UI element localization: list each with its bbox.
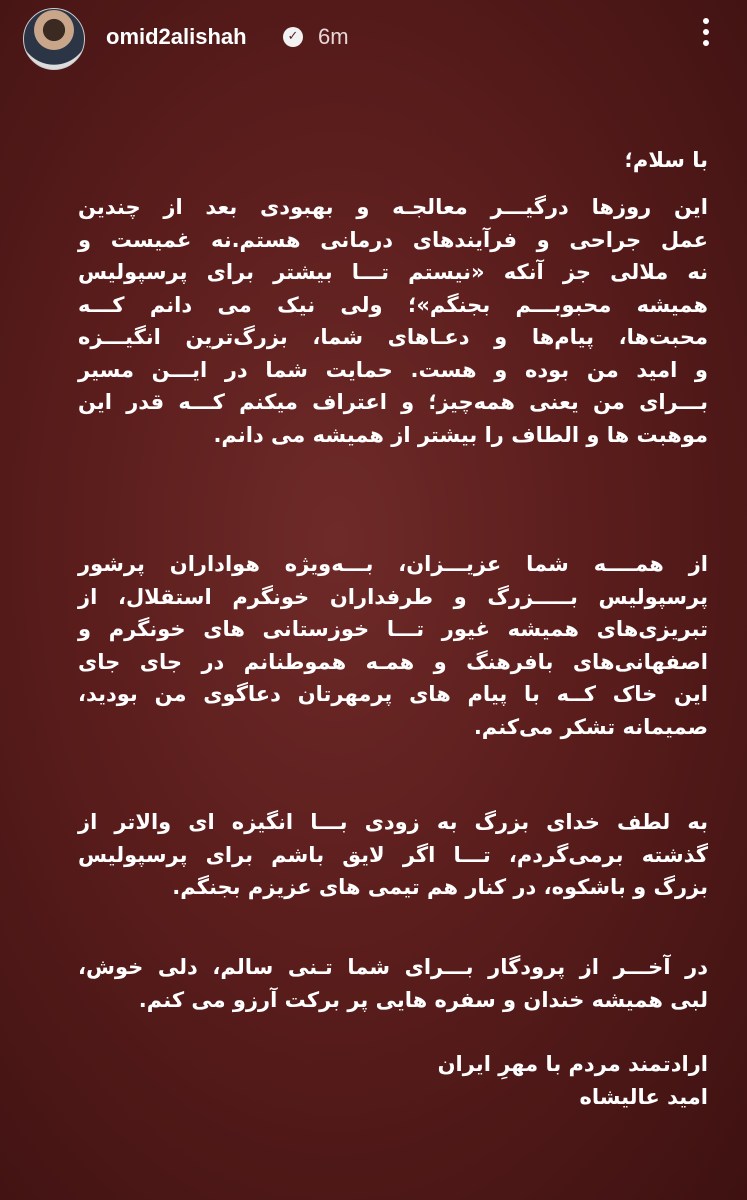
text-line: در آخـــر از پرودگار بـــرای شما تـنی سالم، دلی خوش، — [78, 955, 708, 979]
text-line: اصفهانی‌های بافرهنگ و همـه هموطنانم در جای جای — [78, 649, 708, 674]
text-line: از همــــه شما عزیـــزان، بـــه‌ویژه هواداران پرشور — [78, 552, 708, 576]
text-line: به لطف خدای بزرگ به زودی بـــا انگیزه ای والاتر از — [78, 810, 708, 834]
avatar[interactable] — [23, 8, 85, 70]
text-line: محبت‌ها، پیام‌ها و دعـاهای شما، بزرگ‌ترین انگیـــزه — [78, 325, 708, 349]
text-line: لبی همیشه خندان و سفره هایی پر برکت آرزو می کنم. — [138, 987, 708, 1012]
more-vertical-icon[interactable] — [696, 18, 716, 58]
text-line: پرسپولیس بـــــزرگ و طرفداران خونگرم استقلال، از — [78, 584, 708, 609]
text-line: گذشته برمی‌گردم، تـــا اگر لایق باشم برای پرسپولیس — [78, 842, 708, 867]
text-line: بزرگ و باشکوه، در کنار هم تیمی های عزیزم بجنگم. — [172, 875, 708, 899]
signature — [78, 1048, 708, 1113]
post-time: 6m — [318, 24, 349, 49]
text-line: عمل جراحی و فرآیندهای درمانی هستم.نه غمیست و — [78, 227, 708, 252]
text-line: این روزها درگیـــر معالجـه و بهبودی بعد از چندین — [78, 195, 708, 219]
text-line: نه ملالی جز آنکه «نیستم تـــا بیشتر برای پرسپولیس — [78, 260, 708, 284]
story-header — [0, 0, 747, 75]
paragraph-1 — [78, 191, 708, 451]
signature-name: امید عالیشاه — [579, 1084, 708, 1109]
greeting-line: با سلام؛ — [624, 148, 708, 172]
text-line: تبریزی‌های همیشه غیور تـــا خوزستانی های خونگرم و — [78, 617, 708, 641]
verified-badge-icon: ✓ — [283, 27, 303, 47]
paragraph-4 — [78, 951, 708, 1016]
greeting — [78, 144, 708, 177]
text-line: بـــرای من یعنی همه‌چیز؛ و اعتراف میکنم کـــه قدر این — [78, 390, 708, 414]
text-line: این خاک کــه با پیام های پرمهرتان دعاگوی من بودید، — [78, 682, 708, 706]
paragraph-2 — [78, 548, 708, 743]
text-line: صمیمانه تشکر می‌کنم. — [473, 714, 708, 739]
text-line: و امید من بوده و هست. حمایت شما در ایـــن مسیر — [78, 357, 708, 382]
username[interactable]: omid2alishah — [106, 24, 247, 49]
text-line: موهبت ها و الطاف را بیشتر از همیشه می دانم. — [213, 422, 708, 447]
text-line: همیشه محبوبـــم بجنگم»؛ ولی نیک می دانم کـــه — [78, 292, 708, 317]
paragraph-3 — [78, 806, 708, 904]
signature-line: ارادتمند مردم با مهرِ ایران — [437, 1052, 708, 1076]
